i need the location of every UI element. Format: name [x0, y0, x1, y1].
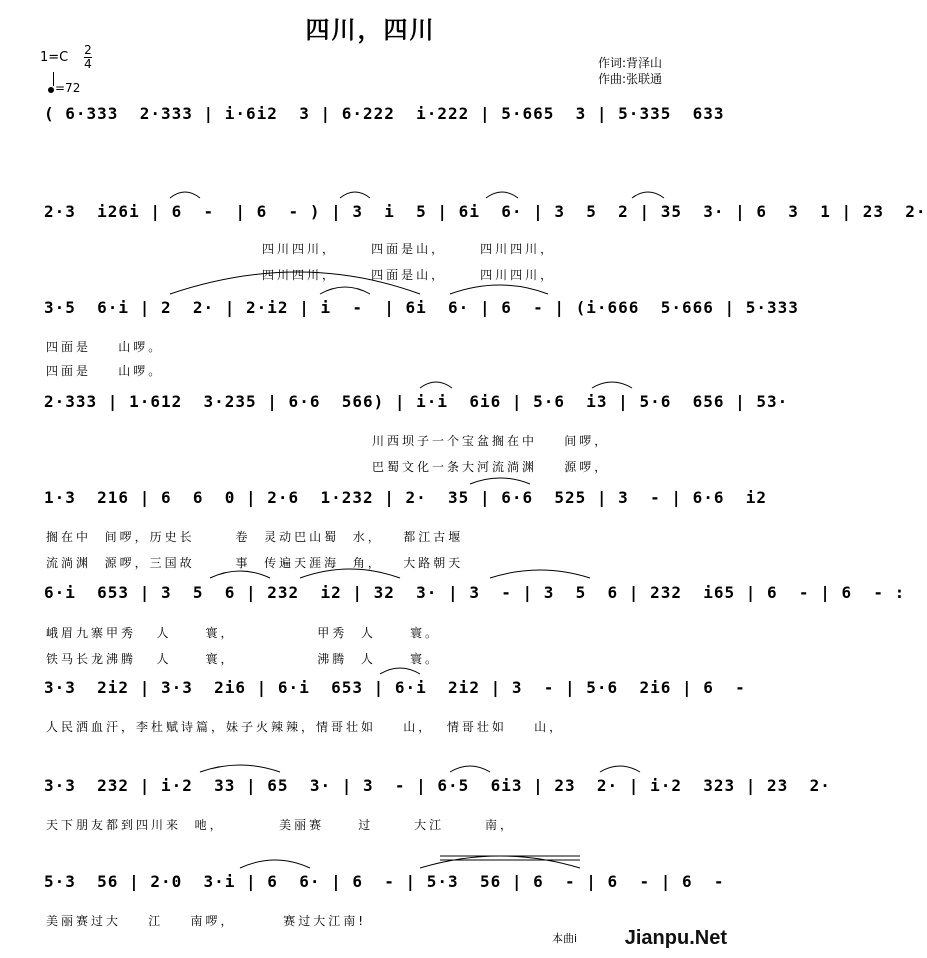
- source-note: 本曲i: [552, 932, 578, 945]
- time-signature: [84, 44, 92, 71]
- notation-line-1: ( 6·333 2·333 | i·6i2 3 | 6·222 i·222 | 5·665 3 | 5·335 633: [44, 104, 725, 123]
- notation-line-4: 2·333 | 1·612 3·235 | 6·6 566) | i·i 6i6 | 5·6 i3 | 5·6 656 | 53·: [44, 392, 789, 411]
- lyric-line-2-verse-1: 四面是 山啰。: [46, 340, 164, 354]
- composer-credit: 作曲:张联通: [598, 72, 663, 86]
- lyric-line-3-verse-1: 川西坝子一个宝盆搁在中 间啰，: [372, 434, 610, 448]
- lyric-line-4-verse-1: 搁在中 间啰，历史长 卷 灵动巴山蜀 水， 都江古堰: [46, 530, 464, 544]
- notation-line-8: 3·3 232 | i·2 33 | 65 3· | 3 - | 6·5 6i3 | 23 2· | i·2 323 | 23 2·: [44, 776, 831, 795]
- tempo-marking: [48, 78, 80, 95]
- notation-line-9: 5·3 56 | 2·0 3·i | 6 6· | 6 - | 5·3 56 | 6 - | 6 - | 6 -: [44, 872, 725, 891]
- key-signature: 1=C: [40, 50, 69, 65]
- lyric-line-2-verse-2: 四面是 山啰。: [46, 364, 164, 378]
- lyric-line-5-verse-2: 铁马长龙沸腾 人 寰， 沸腾 人 寰。: [46, 652, 440, 666]
- lyric-line-6: 人民洒血汗，李杜赋诗篇，妹子火辣辣，情哥壮如 山， 情哥壮如 山，: [46, 720, 565, 734]
- lyric-line-1-verse-1: 四川四川， 四面是山， 四川四川，: [262, 242, 556, 256]
- song-title: 四川，四川: [305, 16, 436, 44]
- notation-line-5: 1·3 216 | 6 6 0 | 2·6 1·232 | 2· 35 | 6·6 525 | 3 - | 6·6 i2: [44, 488, 768, 507]
- quarter-note-icon: [48, 87, 54, 93]
- lyric-line-5-verse-1: 峨眉九寨甲秀 人 寰， 甲秀 人 寰。: [46, 626, 440, 640]
- lyric-line-4-verse-2: 流淌渊 源啰，三国故 事 传遍天涯海 角， 大路朝天: [46, 556, 464, 570]
- time-signature-bottom: 4: [84, 57, 92, 71]
- notation-line-2: 2·3 i26i | 6 - | 6 - ) | 3 i 5 | 6i 6· | 3 5 2 | 35 3· | 6 3 1 | 23 2·: [44, 202, 927, 221]
- lyric-line-7: 天下朋友都到四川来 吔， 美丽赛 过 大江 南，: [46, 818, 515, 832]
- time-signature-top: 2: [84, 43, 92, 57]
- watermark: Jianpu.Net: [624, 927, 727, 949]
- lyric-line-1-verse-2: 四川四川， 四面是山， 四川四川，: [262, 268, 556, 282]
- tempo-value: =72: [55, 81, 81, 95]
- notation-line-3: 3·5 6·i | 2 2· | 2·i2 | i - | 6i 6· | 6 - | (i·666 5·666 | 5·333: [44, 298, 799, 317]
- lyric-line-3-verse-2: 巴蜀文化一条大河流淌渊 源啰，: [372, 460, 610, 474]
- notation-line-6: 6·i 653 | 3 5 6 | 232 i2 | 32 3· | 3 - | 3 5 6 | 232 i65 | 6 - | 6 - :: [44, 583, 906, 602]
- lyric-line-8: 美丽赛过大 江 南啰， 赛过大江南!: [46, 914, 367, 928]
- notation-line-7: 3·3 2i2 | 3·3 2i6 | 6·i 653 | 6·i 2i2 | 3 - | 5·6 2i6 | 6 -: [44, 678, 746, 697]
- lyricist-credit: 作词:背泽山: [598, 56, 663, 70]
